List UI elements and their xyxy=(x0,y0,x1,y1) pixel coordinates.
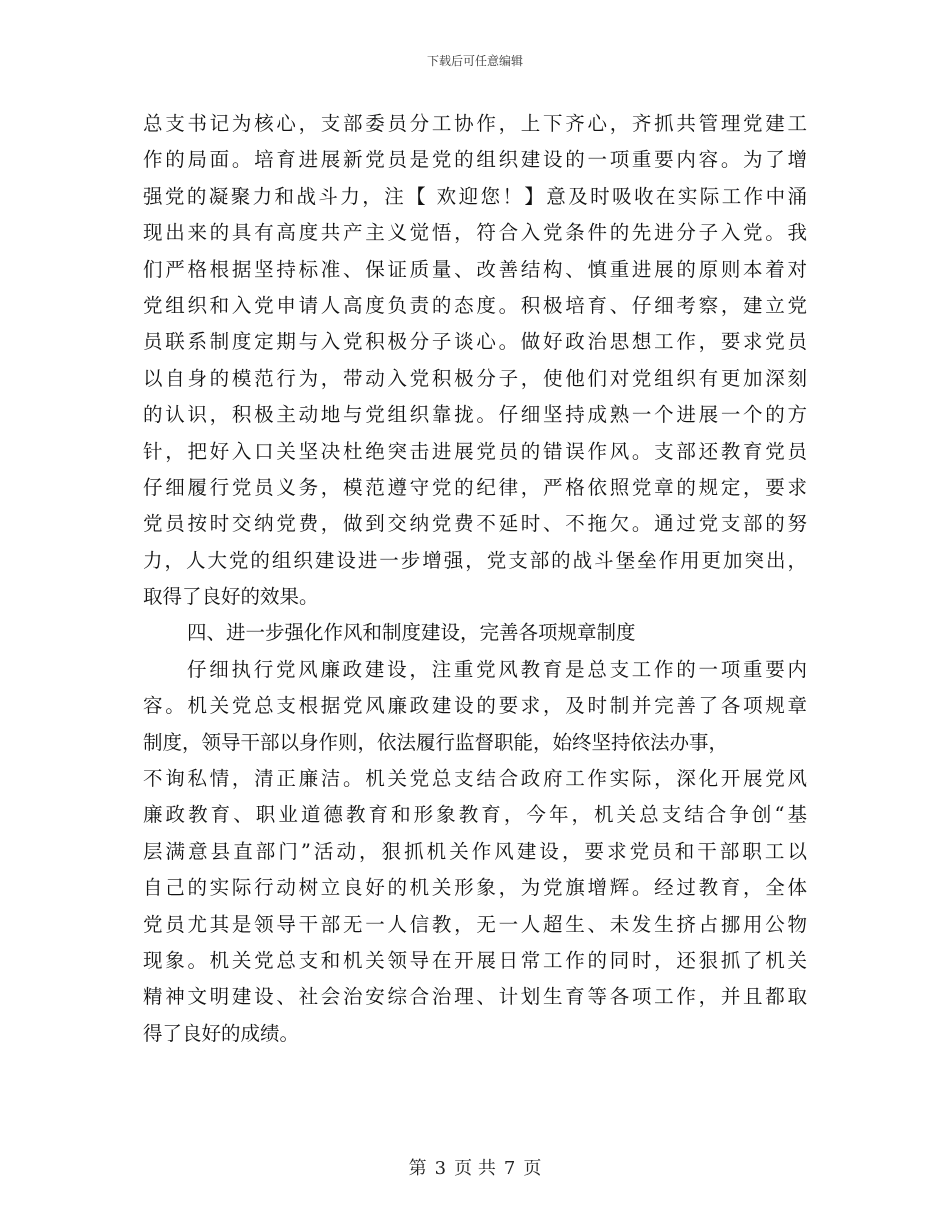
total-pages-number: 7 xyxy=(503,1158,516,1179)
text-line: 仔细执行党风廉政建设，注重党风教育是总支工作的一项重要内 xyxy=(187,657,807,681)
text-line: 们严格根据坚持标准、保证质量、改善结构、慎重进展的原则本着对 xyxy=(143,257,807,281)
text-line: 针，把好入口关坚决杜绝突击进展党员的错误作风。支部还教育党员 xyxy=(143,439,807,463)
text-line: 党组织和入党申请人高度负责的态度。积极培育、仔细考察，建立党 xyxy=(143,293,807,317)
text-line: 取得了良好的效果。 xyxy=(143,585,319,609)
text-line: 力，人大党的组织建设进一步增强，党支部的战斗堡垒作用更加突出， xyxy=(143,548,807,572)
text-line: 的认识，积极主动地与党组织靠拢。仔细坚持成熟一个进展一个的方 xyxy=(143,403,807,427)
page-header-note: 下载后可任意编辑 xyxy=(426,54,523,68)
text-line: 党员尤其是领导干部无一人信教，无一人超生、未发生挤占挪用公物 xyxy=(143,912,807,936)
document-body xyxy=(143,106,807,1052)
text-line: 不询私情，清正廉洁。机关党总支结合政府工作实际，深化开展党风 xyxy=(143,767,807,791)
text-line: 现出来的具有高度共产主义觉悟，符合入党条件的先进分子入党。我 xyxy=(143,221,807,245)
text-line: 现象。机关党总支和机关领导在开展日常工作的同时，还狠抓了机关 xyxy=(143,948,807,972)
text-line: 层满意县直部门”活动，狠抓机关作风建设，要求党员和干部职工以 xyxy=(143,839,807,863)
section-heading: 四、进一步强化作风和制度建设，完善各项规章制度 xyxy=(187,621,636,645)
current-page-number: 3 xyxy=(434,1158,447,1179)
text-line: 总支书记为核心，支部委员分工协作，上下齐心，齐抓共管理党建工 xyxy=(143,112,807,135)
text-line: 党员按时交纳党费，做到交纳党费不延时、不拖欠。通过党支部的努 xyxy=(143,512,807,536)
text-line: 仔细履行党员义务，模范遵守党的纪律，严格依照党章的规定，要求 xyxy=(143,475,807,499)
footer-prefix: 第 xyxy=(408,1158,427,1179)
page-footer xyxy=(0,1154,950,1180)
text-line: 作的局面。培育进展新党员是党的组织建设的一项重要内容。为了增 xyxy=(143,148,807,172)
text-line: 员联系制度定期与入党积极分子谈心。做好政治思想工作，要求党员 xyxy=(143,330,807,354)
footer-middle: 页 共 xyxy=(454,1158,496,1179)
text-line: 制度，领导干部以身作则，依法履行监督职能，始终坚持依法办事， xyxy=(143,730,729,754)
footer-suffix: 页 xyxy=(523,1158,542,1179)
text-line: 廉政教育、职业道德教育和形象教育，今年，机关总支结合争创“基 xyxy=(143,803,807,827)
text-line: 容。机关党总支根据党风廉政建设的要求，及时制并完善了各项规章 xyxy=(143,694,807,718)
text-line: 自己的实际行动树立良好的机关形象，为党旗增辉。经过教育，全体 xyxy=(143,876,807,900)
text-line: 强党的凝聚力和战斗力，注【 欢迎您！】意及时吸收在实际工作中涌 xyxy=(143,184,807,208)
text-line: 精神文明建设、社会治安综合治理、计划生育等各项工作，并且都取 xyxy=(143,985,807,1009)
text-line: 得了良好的成绩。 xyxy=(143,1021,300,1045)
text-line: 以自身的模范行为，带动入党积极分子，使他们对党组织有更加深刻 xyxy=(143,366,807,390)
